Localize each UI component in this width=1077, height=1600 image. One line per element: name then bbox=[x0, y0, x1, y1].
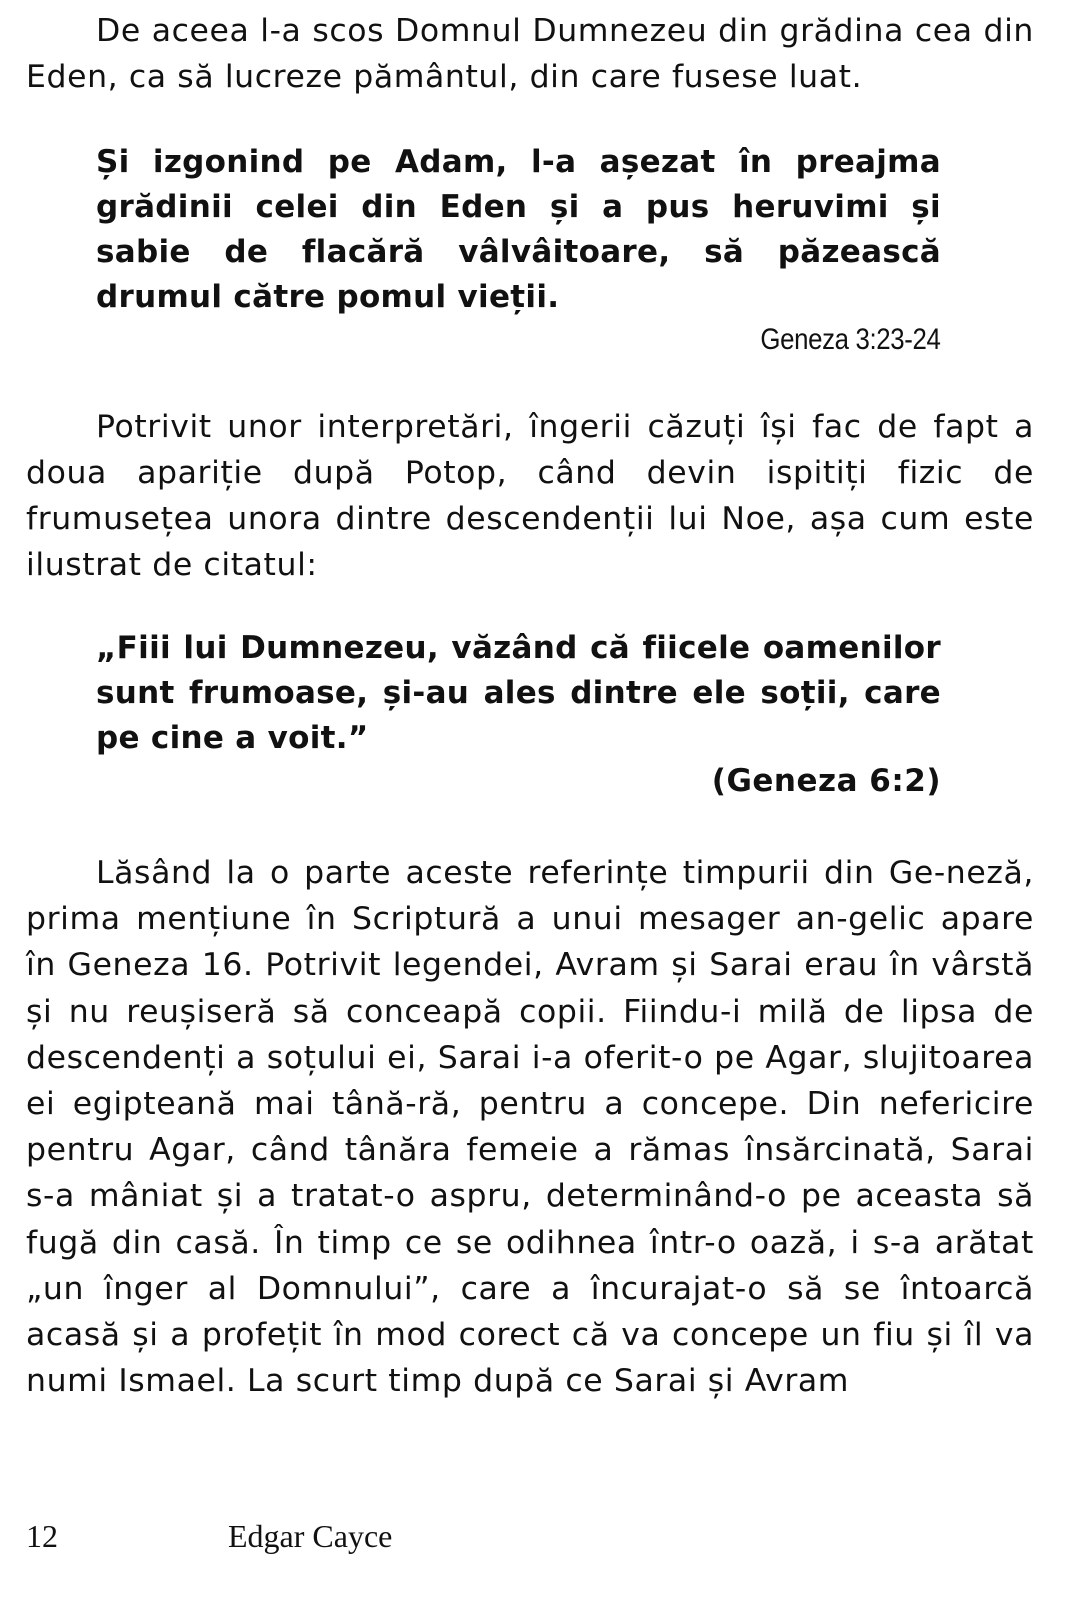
running-footer-author: Edgar Cayce bbox=[228, 1518, 393, 1554]
page-number: 12 bbox=[26, 1518, 58, 1554]
bible-quote-2: „Fiii lui Dumnezeu, văzând că fiicele oamenilor sunt frumoase, și-au ales dintre ele soții, care pe cine a voit.” bbox=[96, 630, 941, 756]
bible-quote-1: Și izgonind pe Adam, l-a așezat în preajma grădinii celei din Eden și a pus heruvimi și sabie de flacără vâlvâitoare, să păzească drumul către pomul vieții. bbox=[96, 144, 941, 315]
quote-1-reference: Geneza 3:23-24 bbox=[760, 323, 941, 356]
paragraph-3: Lăsând la o parte aceste referințe timpurii din Ge-neză, prima mențiune în Scriptură a unui mesager an-gelic apare în Geneza 16. Potrivit legendei, Avram și Sarai erau în vârstă și nu reușiseră să conceapă copii. Fiindu-i milă de lipsa de descendenți a soțului ei, Sarai i-a oferit-o pe Agar, slujitoarea ei egipteană mai tână-ră, pentru a concepe. Din nefericire pentru Agar, când tânăra femeie a rămas însărcinată, Sarai s-a mâniat și a tratat-o aspru, determinând-o pe aceasta să fugă din casă. În timp ce se odihnea într-o oază, i s-a arătat „un înger al Domnului”, care a încurajat-o să se întoarcă acasă și a profețit în mod corect că va concepe un fiu și îl va numi Ismael. La scurt timp după ce Sarai și Avram bbox=[26, 855, 1034, 1400]
paragraph-2: Potrivit unor interpretări, îngerii căzuți își fac de fapt a doua apariție după Potop, când devin ispitiți fizic de frumusețea unora dintre descendenții lui Noe, așa cum este ilustrat de citatul: bbox=[26, 409, 1034, 583]
quote-2-reference: (Geneza 6:2) bbox=[711, 763, 941, 799]
paragraph-1: De aceea l-a scos Domnul Dumnezeu din grădina cea din Eden, ca să lucreze pământul, din care fusese luat. bbox=[26, 13, 1034, 95]
